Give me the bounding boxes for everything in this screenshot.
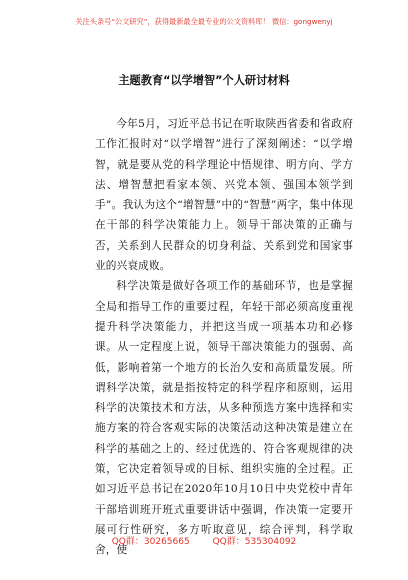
footer — [0, 534, 408, 547]
paragraph: 科学决策是做好各项工作的基础环节，也是掌握全局和指导工作的重要过程，年轻干部必须高度重视提升科学决策能力，并把这当成一项基本功和必修课。从一定程度上说，领导干部决策能力的强弱、高低，影响着第一个地方的长治久安和高质量发展。所谓科学决策，就是指按特定的科学程序和原则，运用科学的决策技术和方法，从多种预选方案中选择和实施方案的符合客观实际的决策活动这种决策是建立在科学的基础之上的、经过优选的、符合客观规律的决策，它决定着领导或的目标、组织实施的全过程。正如习近平总书记在2020年10月10日中央党校中青年干部培训班开班式重要讲话中强调，作决策一定要开展可行性研究，多方听取意见，综合评判，科学取舍，使 — [95, 280, 353, 557]
footer-qq-group-1: QQ群：30265665 — [111, 537, 190, 547]
footer-qq-group-2: QQ群：535304092 — [212, 537, 297, 547]
header-banner: 关注头条号“公文研究”，获得最新最全最专业的公文资料库！ 微信：gongwenyj — [75, 17, 333, 26]
document-title: 主题教育“以学增智”个人研讨材料 — [118, 74, 290, 87]
paragraph: 今年5月，习近平总书记在听取陕西省委和省政府工作汇报时对“以学增智”进行了深刻阐述：“以学增智，就是要从党的科学理论中悟规律、明方向、学方法、增智慧把看家本领、兴党本领、强国本领学到手”。我认为这个“增智慧”中的“智慧”两字，集中体现在干部的科学决策能力上。领导干部决策的正确与否，关系到人民群众的切身利益、关系到党和国家事业的兴衰成败。 — [95, 118, 353, 273]
document-body — [95, 114, 353, 561]
